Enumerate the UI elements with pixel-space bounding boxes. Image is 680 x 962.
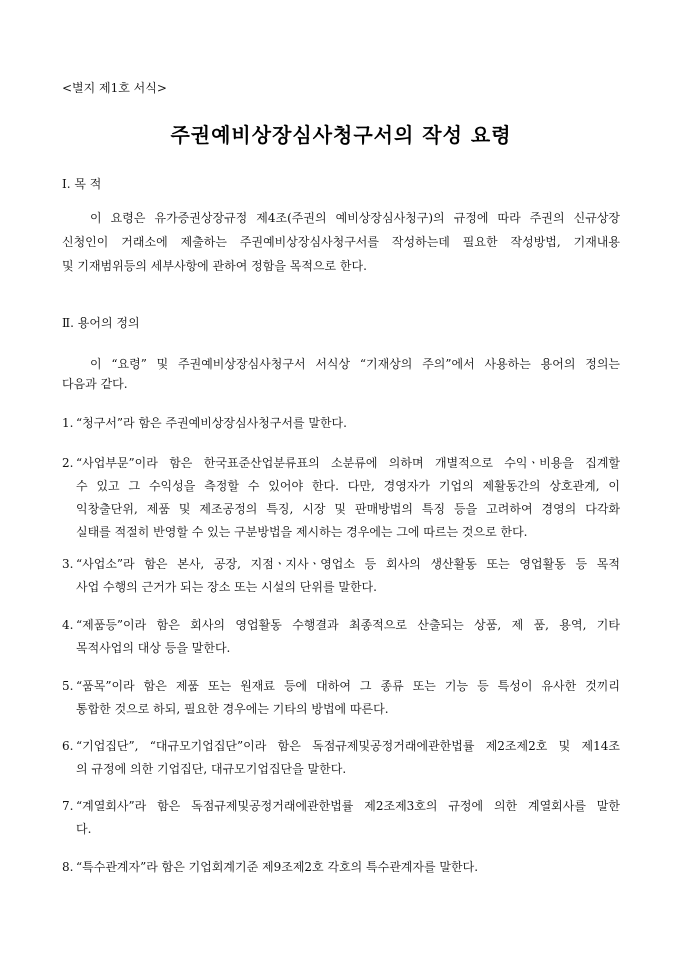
definition-item-line: 익창출단위, 제품 및 제조공정의 특징, 시장 및 판매방법의 특징 등을 고려하여 경영의 다각화 — [76, 502, 620, 516]
definition-item-first-line — [62, 553, 620, 576]
definition-item — [62, 452, 620, 544]
definition-item-text: “사업소”라 함은 본사, 공장, 지점ㆍ지사ㆍ영업소 등 회사의 생산활동 또는 영업활동 등 목적 — [76, 557, 620, 571]
definition-item-line: 의 규정에 의한 기업집단, 대규모기업집단을 말한다. — [76, 762, 347, 776]
definition-item — [62, 412, 620, 435]
definition-item-number: 5. — [62, 679, 74, 693]
definition-item-first-line — [62, 856, 620, 879]
definition-item-number: 8. — [62, 860, 74, 874]
document-title: 주권예비상장심사청구서의 작성 요령 — [170, 123, 512, 147]
form-label: <별지 제1호 서식> — [62, 81, 167, 95]
definition-item-text: “기업집단”, “대규모기업집단”이라 함은 독점규제및공정거래에관한법률 제2조제2호 및 제14조 — [76, 739, 620, 753]
definition-item-text: “사업부문”이라 함은 한국표준산업분류표의 소분류에 의하며 개별적으로 수익ㆍ비용을 집계할 — [76, 456, 620, 470]
definition-item-line: 목적사업의 대상 등을 말한다. — [76, 641, 231, 655]
definition-item-line: 수 있고 그 수익성을 측정할 수 있어야 한다. 다만, 경영자가 기업의 제활동간의 상호관계, 이 — [76, 479, 620, 493]
definition-item-number: 3. — [62, 557, 74, 571]
definition-item-first-line — [62, 735, 620, 758]
definition-item-first-line — [62, 412, 620, 435]
definition-item-first-line — [62, 675, 620, 698]
section1-heading: Ⅰ. 목 적 — [62, 177, 102, 191]
paragraph-line: 이 “요령” 및 주권예비상장심사청구서 서식상 “기재상의 주의”에서 사용하는 용어의 정의는 — [90, 357, 620, 371]
paragraph-line: 및 기재범위등의 세부사항에 관하여 정함을 목적으로 한다. — [62, 259, 367, 273]
paragraph-line: 이 요령은 유가증권상장규정 제4조(주권의 예비상장심사청구)의 규정에 따라 주권의 신규상장 — [90, 211, 620, 225]
section2-heading: Ⅱ. 용어의 정의 — [62, 316, 140, 330]
definition-item-text: “품목”이라 함은 제품 또는 원재료 등에 대하여 그 종류 또는 기능 등 특성이 유사한 것끼리 — [76, 679, 620, 693]
definition-item-first-line — [62, 614, 620, 637]
section2-paragraph — [62, 354, 620, 394]
section1-paragraph — [62, 206, 620, 278]
definition-item-number: 2. — [62, 456, 74, 470]
definition-item — [62, 795, 620, 841]
definition-item-first-line — [62, 795, 620, 818]
definition-item — [62, 735, 620, 781]
definition-item-line: 실태를 적절히 반영할 수 있는 구분방법을 제시하는 경우에는 그에 따르는 것으로 한다. — [76, 525, 528, 539]
definition-item-number: 1. — [62, 416, 74, 430]
definition-item-text: “제품등”이라 함은 회사의 영업활동 수행결과 최종적으로 산출되는 상품, 제 품, 용역, 기타 — [76, 618, 620, 632]
definition-item — [62, 856, 620, 879]
definition-item-text: “특수관계자”라 함은 기업회계기준 제9조제2호 각호의 특수관계자를 말한다. — [76, 860, 479, 874]
definition-item-line: 다. — [76, 822, 92, 836]
definition-item-line: 통합한 것으로 하되, 필요한 경우에는 기타의 방법에 따른다. — [76, 702, 389, 716]
paragraph-line: 다음과 같다. — [62, 377, 128, 391]
definition-item — [62, 614, 620, 660]
definition-item-text: “계열회사”라 함은 독점규제및공정거래에관한법률 제2조제3호의 규정에 의한 계열회사를 말한 — [76, 799, 620, 813]
definition-item-line: 사업 수행의 근거가 되는 장소 또는 시설의 단위를 말한다. — [76, 580, 377, 594]
paragraph-line: 신청인이 거래소에 제출하는 주권예비상장심사청구서를 작성하는데 필요한 작성방법, 기재내용 — [62, 235, 620, 249]
definition-item — [62, 553, 620, 599]
definition-item-number: 4. — [62, 618, 74, 632]
definition-item — [62, 675, 620, 721]
definition-item-text: “청구서”라 함은 주권예비상장심사청구서를 말한다. — [76, 416, 347, 430]
definition-item-number: 6. — [62, 739, 74, 753]
definition-item-first-line — [62, 452, 620, 475]
definition-item-number: 7. — [62, 799, 74, 813]
